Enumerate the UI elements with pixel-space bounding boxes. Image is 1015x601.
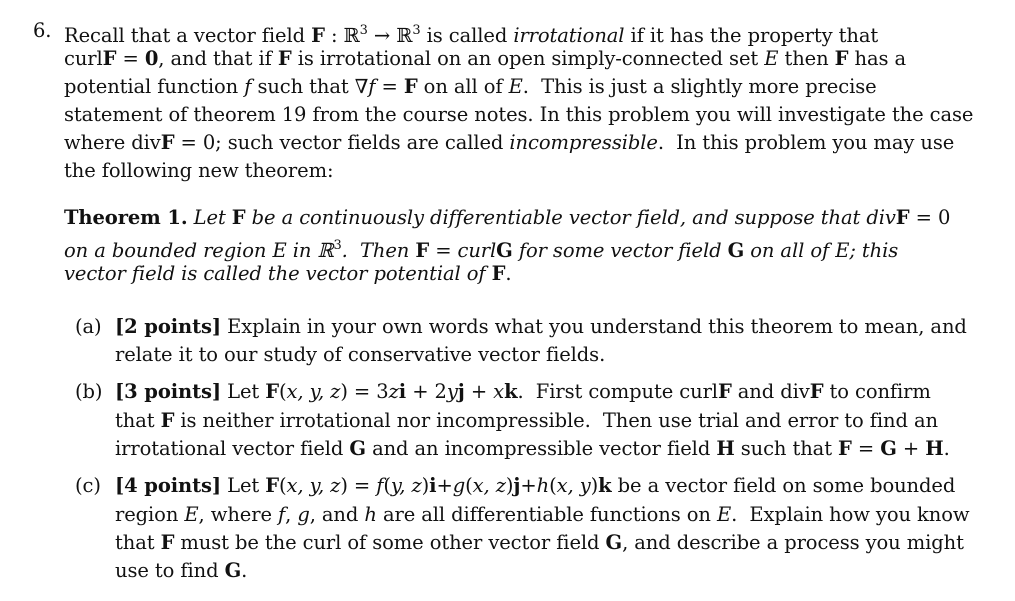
theorem-line-2: on a bounded region E in ℝ$^3$. Then F = curlG for some vector field G on all of E; this [64,238,899,262]
intro-line-3: potential function f such that ∇f = F on all of E. This is just a slightly more precise [64,75,877,98]
intro-line-5: where divF = 0; such vector fields are called incompressible. In this problem you may use [64,131,955,154]
part-a-line-1: [2 points] Explain in your own words what you understand this theorem to mean, and [115,315,967,338]
part-c-points: [4 points] [115,474,222,497]
part-c-line-2: region E, where f, g, and h are all differentiable functions on E. Explain how you know [115,503,970,526]
part-b-line-1: [3 points] Let F(x, y, z) = 3zi + 2yj + xk. First compute curlF and divF to confirm [115,380,931,403]
part-a-label: (a) [75,315,102,338]
intro-line-4: statement of theorem 19 from the course notes. In this problem you will investigate the case [64,103,974,126]
part-b-points: [3 points] [115,380,222,403]
part-c-label: (c) [75,474,101,497]
theorem-label: Theorem 1. [64,206,188,229]
part-c-line-3: that F must be the curl of some other vector field G, and describe a process you might [115,531,964,554]
part-b-label: (b) [75,380,103,403]
part-c-line-4: use to find G. [115,559,248,582]
part-b-line-2: that F is neither irrotational nor incompressible. Then use trial and error to find an [115,409,938,432]
theorem-line-1: Theorem 1. Let F be a continuously differentiable vector field, and suppose that divF = 0 [64,206,951,229]
part-b-line-3: irrotational vector field G and an incompressible vector field H such that F = G + H. [115,437,950,460]
part-a-points: [2 points] [115,315,222,338]
intro-line-6: the following new theorem: [64,159,334,182]
theorem-line-3: vector field is called the vector potential of F. [64,262,512,285]
part-a-line-2: relate it to our study of conservative vector fields. [115,343,606,366]
problem-number: 6. [33,19,52,42]
intro-line-1: Recall that a vector field F : ℝ$^3$ → ℝ$^3$ is called irrotational if it has the property that [64,23,879,47]
intro-line-2: curlF = 0, and that if F is irrotational on an open simply-connected set E then F has a [64,47,907,70]
part-c-line-1: [4 points] Let F(x, y, z) = f(y, z)i+g(x, z)j+h(x, y)k be a vector field on some bounded [115,474,956,497]
